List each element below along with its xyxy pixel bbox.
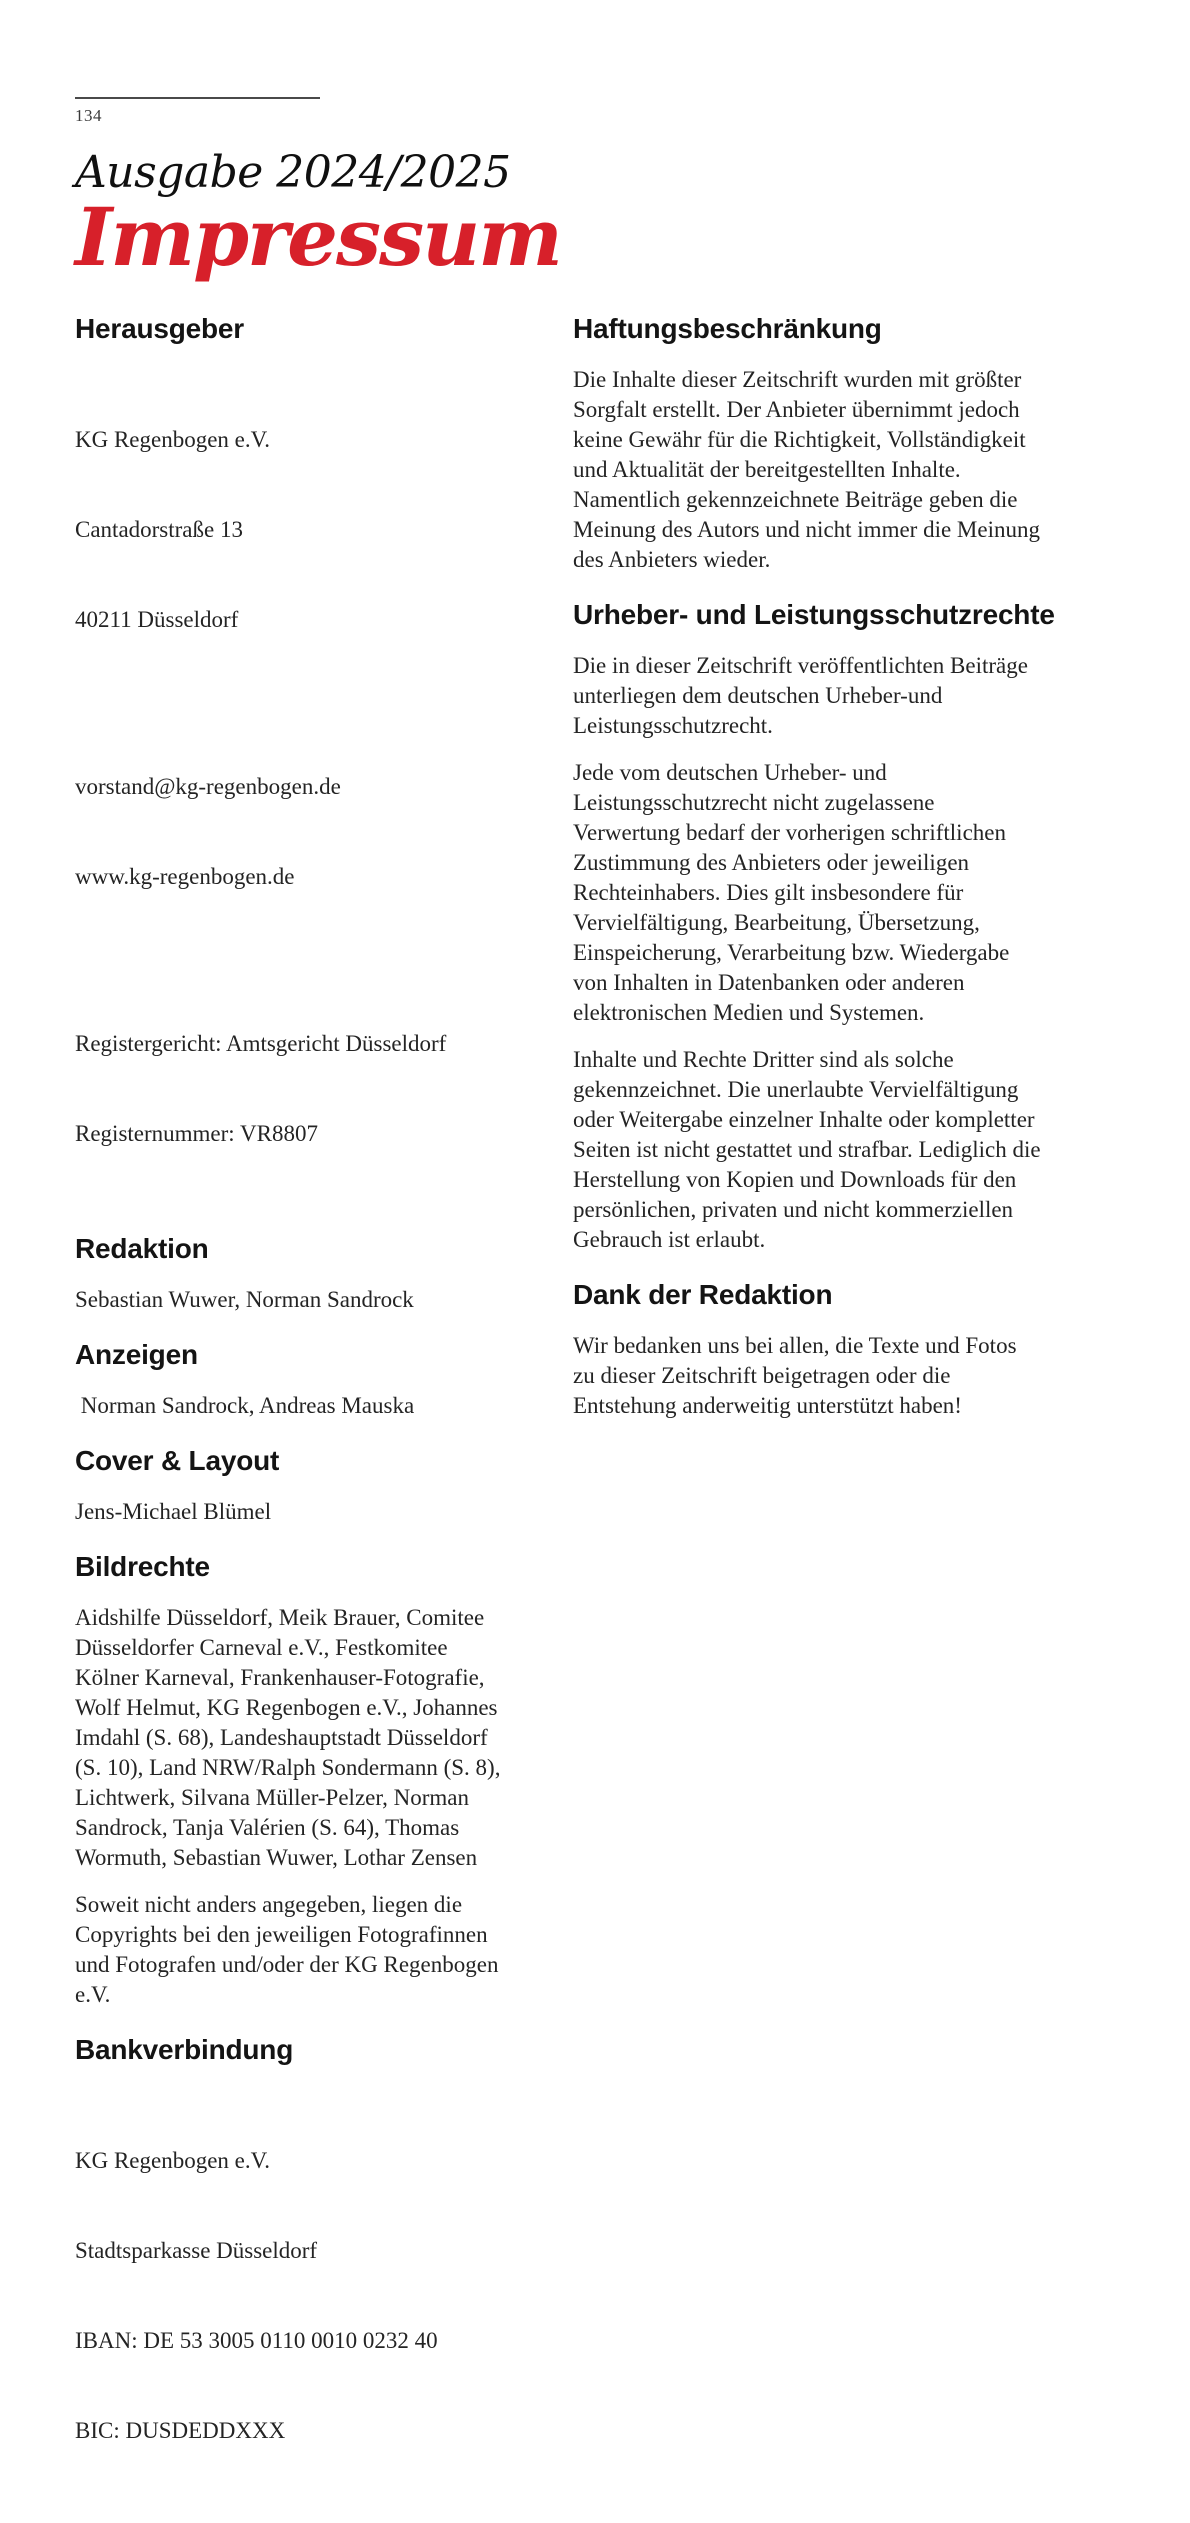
section-bankverbindung: [75, 2033, 515, 2506]
section-urheberrecht: [573, 598, 1055, 1255]
section-heading-bankverbindung: Bankverbindung: [75, 2034, 294, 2066]
section-bildrechte: [75, 1550, 515, 2010]
section-heading-anzeigen: Anzeigen: [75, 1339, 198, 1371]
publisher-register-block: [75, 969, 515, 1209]
website-text: www.kg-regenbogen.de: [75, 864, 295, 890]
bic-text: BIC: DUSDEDDXXX: [75, 2418, 286, 2444]
section-heading-bildrechte: Bildrechte: [75, 1551, 210, 1583]
page-title: Impressum: [75, 190, 561, 285]
section-heading-redaktion: Redaktion: [75, 1233, 209, 1265]
impressum-page: [0, 97, 1190, 2523]
paragraph: Jens-Michael Blümel: [75, 1499, 272, 1525]
content-columns: [75, 312, 1150, 2523]
right-column: [573, 312, 1055, 2523]
section-heading-dank: Dank der Redaktion: [573, 1279, 833, 1311]
publisher-contact-block: [75, 712, 515, 952]
section-heading-haftungsbeschraenkung: Haftungsbeschränkung: [573, 313, 882, 345]
paragraph: Wir bedanken uns bei allen, die Texte und Fotos zu dieser Zeitschrift beigetragen oder die Entstehung anderweitig unterstützt haben!: [573, 1333, 1023, 1419]
text-line: Cantadorstraße 13: [75, 517, 243, 543]
text-line: Stadtsparkasse Düsseldorf: [75, 2238, 318, 2264]
page-number: 134: [75, 106, 102, 125]
publisher-address-block: [75, 365, 515, 695]
photo-credits-paragraph: Aidshilfe Düsseldorf, Meik Brauer, Comitee Düsseldorfer Carneval e.V., Festkomitee Kölner Karneval, Frankenhauser-Fotografie, Wolf Helmut, KG Regenbogen e.V., Johannes Imdahl (S. 68), Landeshauptstadt Düsseldorf (S. 10), Land NRW/Ralph Sondermann (S. 8), Lichtwerk, Silvana Müller-Pelzer, Norman Sandrock, Tanja Valérien (S. 64), Thomas Wormuth, Sebastian Wuwer, Lothar Zensen: [75, 1605, 507, 1871]
section-redaktion: [75, 1232, 515, 1315]
text-line: 40211 Düsseldorf: [75, 607, 239, 633]
paragraph: Norman Sandrock, Andreas Mauska: [75, 1393, 415, 1419]
paragraph: Die Inhalte dieser Zeitschrift wurden mit größter Sorgfalt erstellt. Der Anbieter übernimmt jedoch keine Gewähr für die Richtigkeit, Vollständigkeit und Aktualität der bereitgestellten Inhalte. Namentlich gekennzeichnete Beiträge geben die Meinung des Autors und nicht immer die Meinung des Anbieters wieder.: [573, 367, 1046, 573]
text-line: KG Regenbogen e.V.: [75, 427, 271, 453]
bank-details-block: [75, 2086, 515, 2506]
paragraph: Inhalte und Rechte Dritter sind als solche gekennzeichnet. Die unerlaubte Vervielfältigung oder Weitergabe einzelner Inhalte oder kompletter Seiten ist nicht gestattet und strafbar. Lediglich die Herstellung von Kopien und Downloads für den persönlichen, privaten und nicht kommerziellen Gebrauch ist erlaubt.: [573, 1047, 1047, 1253]
section-heading-urheberrecht: Urheber- und Leistungsschutzrechte: [573, 599, 1055, 631]
left-column: [75, 312, 515, 2523]
section-herausgeber: [75, 312, 515, 1209]
iban-text: IBAN: DE 53 3005 0110 0010 0232 40: [75, 2328, 438, 2354]
section-heading-cover-layout: Cover & Layout: [75, 1445, 280, 1477]
section-anzeigen: [75, 1338, 515, 1421]
email-text: vorstand@kg-regenbogen.de: [75, 774, 341, 800]
edition-kicker: Ausgabe 2024/2025: [75, 147, 511, 199]
paragraph: Sebastian Wuwer, Norman Sandrock: [75, 1287, 414, 1313]
text-line: Registergericht: Amtsgericht Düsseldorf: [75, 1031, 447, 1057]
section-heading-herausgeber: Herausgeber: [75, 313, 244, 345]
text-line: KG Regenbogen e.V.: [75, 2148, 271, 2174]
page-header: [75, 97, 1150, 285]
header-rule: [75, 97, 320, 99]
text-line: Registernummer: VR8807: [75, 1121, 318, 1147]
copyright-note-paragraph: Soweit nicht anders angegeben, liegen die Copyrights bei den jeweiligen Fotografinnen und Fotografen und/oder der KG Regenbogen e.V.: [75, 1892, 505, 2008]
section-dank-der-redaktion: [573, 1278, 1041, 1421]
section-haftungsbeschraenkung: [573, 312, 1046, 575]
paragraph: Die in dieser Zeitschrift veröffentlichten Beiträge unterliegen dem deutschen Urheber-und Leistungsschutzrecht.: [573, 653, 1034, 739]
section-cover-layout: [75, 1444, 515, 1527]
paragraph: Jede vom deutschen Urheber- und Leistungsschutzrecht nicht zugelassene Verwertung bedarf der vorherigen schriftlichen Zustimmung des Anbieters oder jeweiligen Rechteinhabers. Dies gilt insbesondere für Vervielfältigung, Bearbeitung, Übersetzung, Einspeicherung, Verarbeitung bzw. Wiedergabe von Inhalten in Datenbanken oder anderen elektronischen Medien und Systemen.: [573, 760, 1016, 1026]
